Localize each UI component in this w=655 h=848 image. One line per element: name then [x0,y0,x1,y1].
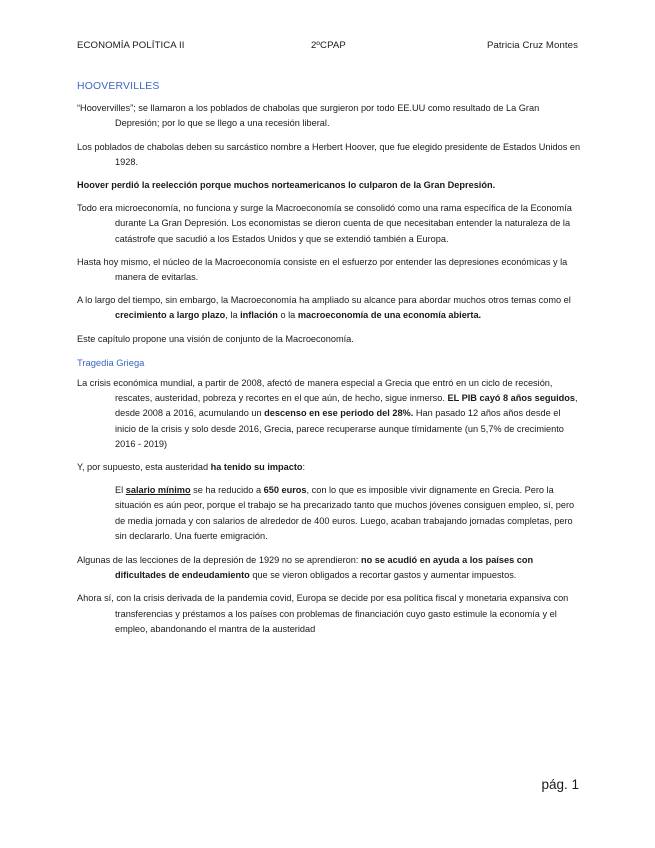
page-number: pág. 1 [541,777,579,792]
paragraph-1: “Hoovervilles”; se llamaron a los poblados de chabolas que surgieron por todo EE.UU como resultado de La Gran Depresión; por lo que se llego a una recesión liberal. [77,103,540,129]
header-group: 2ºCPAP [311,40,346,51]
paragraph-7: Este capítulo propone una visión de conjunto de la Macroeconomía. [77,333,354,344]
heading-hoovervilles: HOOVERVILLES [77,81,160,92]
paragraph-6: A lo largo del tiempo, sin embargo, la Macroeconomía ha ampliado su alcance para abordar muchos otros temas como el crecimiento a largo plazo, la inflación o la macroeconomía de una economía abierta. [77,295,571,321]
paragraph-9: Y, por supuesto, esta austeridad ha tenido su impacto: [77,462,306,473]
heading-tragedia-griega: Tragedia Griega [77,356,145,368]
paragraph-12: Ahora sí, con la crisis derivada de la pandemia covid, Europa se decide por esa política fiscal y monetaria expansiva con transferencias y préstamos a los países con problemas de financiación cuyo gasto estimule la economía y el empleo, abandonando el mantra de la austeridad [77,593,569,634]
paragraph-5: Hasta hoy mismo, el núcleo de la Macroeconomía consiste en el esfuerzo por entender las depresiones económicas y la manera de evitarlas. [77,256,568,283]
paragraph-10: El salario mínimo se ha reducido a 650 euros, con lo que es imposible vivir dignamente en Grecia. Pero la situación es aún peor, porque el trabajo se ha precarizado tanto que muchos jóvenes consiguen empleo, sí, pero de media jornada y con salarios de alrededor de 400 euros. Luego, acaban trabajando jornadas completas, pero sin declararlo. Una fuerte emigración. [115,485,575,541]
header-course: ECONOMÍA POLÍTICA II [77,40,185,51]
paragraph-3: Hoover perdió la reelección porque muchos norteamericanos lo culparon de la Gran Depresión. [77,180,496,191]
header-author: Patricia Cruz Montes [486,40,578,51]
page-header [77,40,578,54]
document-body [77,79,582,645]
paragraph-8: La crisis económica mundial, a partir de 2008, afectó de manera especial a Grecia que entró en un ciclo de recesión, rescates, austeridad, pobreza y recortes en el que aún, de hecho, sigue inmerso. EL PIB cayó 8 años seguidos, desde 2008 a 2016, acumulando un descenso en ese periodo del 28%. Han pasado 12 años años desde el inicio de la crisis y solo desde 2016, Grecia, parece recuperarse aunque tímidamente (un 5,7% de crecimiento 2016 - 2019) [77,378,578,449]
paragraph-4: Todo era microeconomía, no funciona y surge la Macroeconomía se consolidó como una rama específica de la Economía durante La Gran Depresión. Los economistas se dieron cuenta de que necesitaban entender la naturaleza de la catástrofe que sacudió a los Estados Unidos y que se extendió también a Europa. [77,203,572,244]
paragraph-11: Algunas de las lecciones de la depresión de 1929 no se aprendieron: no se acudió en ayuda a los países con dificultades de endeudamiento que se vieron obligados a recortar gastos y aumentar impuestos. [77,555,534,581]
paragraph-2: Los poblados de chabolas deben su sarcástico nombre a Herbert Hoover, que fue elegido presidente de Estados Unidos en 1928. [77,141,581,167]
